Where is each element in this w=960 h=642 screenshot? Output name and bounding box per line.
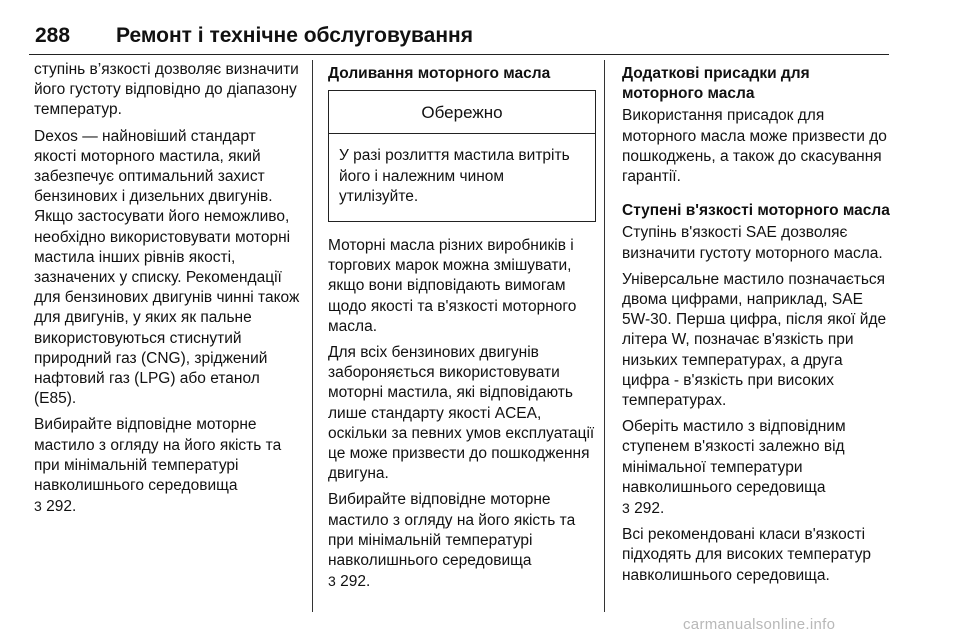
column-divider xyxy=(312,60,313,612)
paragraph xyxy=(34,415,302,517)
page-header xyxy=(29,20,889,55)
section-heading: Додаткові присадки для моторного масла xyxy=(622,65,810,103)
paragraph: Використання присадок для моторного масла може призвести до пошкоджень, а також до скасування гарантії. xyxy=(622,107,887,186)
paragraph: Всі рекомендовані класи в'язкості підходять для високих температур навколишнього середовища. xyxy=(622,526,871,584)
paragraph: ступінь в’язкості дозволяє визначити його густоту відповідно до діапазону температур. xyxy=(34,61,299,119)
paragraph xyxy=(622,417,890,519)
arrow-ref-icon: 3 xyxy=(34,498,42,515)
paragraph-text: Оберіть мастило з відповідним ступенем в'язкості залежно від мінімальної температури навколишнього середовища xyxy=(622,418,846,496)
section-heading: Ступені в'язкості моторного масла xyxy=(622,202,890,220)
caution-box xyxy=(328,90,596,222)
column-1 xyxy=(34,60,302,523)
paragraph xyxy=(328,490,596,592)
caution-text: У разі розлиття мастила витріть його і належним чином утилізуйте. xyxy=(339,147,570,205)
page-reference-number: 292. xyxy=(340,573,371,591)
paragraph-text: Вибирайте відповідне моторне мастило з огляду на його якість та при мінімальній температурі навколишнього середовища xyxy=(34,416,282,495)
watermark: carmanualsonline.info xyxy=(683,616,836,633)
column-divider xyxy=(604,60,605,612)
paragraph: Моторні масла різних виробників і торгових марок можна змішувати, якщо вони відповідають вимогам щодо якості та в'язкості моторного масла. xyxy=(328,237,577,335)
page-reference[interactable] xyxy=(34,498,76,515)
paragraph: Універсальне мастило позначається двома цифрами, наприклад, SAE 5W-30. Перша цифра, після якої йде літера W, позначає в'язкість при низьких температурах, а друга цифра - в'язкість при високих температурах. xyxy=(622,270,887,410)
page-reference-number: 292. xyxy=(46,498,77,516)
arrow-ref-icon: 3 xyxy=(328,573,336,590)
paragraph-text: Вибирайте відповідне моторне мастило з огляду на його якість та при мінімальній температурі навколишнього середовища xyxy=(328,491,576,570)
page-reference[interactable] xyxy=(328,573,370,590)
page-title: Ремонт і технічне обслуговування xyxy=(116,24,473,47)
caution-title: Обережно xyxy=(329,91,595,134)
arrow-ref-icon: 3 xyxy=(622,500,630,517)
page-reference[interactable] xyxy=(622,500,664,517)
paragraph: Для всіх бензинових двигунів забороняється використовувати моторні мастила, які відповідають лише стандарту якості ACEA, оскільки за певних умов експлуатації це може призвести до пошкодження двигуна. xyxy=(328,344,595,483)
column-2 xyxy=(328,60,596,598)
page-reference-number: 292. xyxy=(634,500,665,518)
paragraph: Ступінь в'язкості SAE дозволяє визначити густоту моторного масла. xyxy=(622,224,883,262)
paragraph: Dexos — найновіший стандарт якості моторного мастила, який забезпечує оптимальний захист бензинових і дизельних двигунів. Якщо застосувати його неможливо, необхідно використовувати моторні мастила інших рівнів якості, зазначених у списку. Рекомендації для бензинових двигунів чинні також для двигунів, у яких як пальне використовуються стиснутий природний газ (CNG), зріджений нафтовий газ (LPG) або етанол (E85). xyxy=(34,127,300,408)
section-heading: Доливання моторного масла xyxy=(328,65,551,82)
page-number: 288 xyxy=(35,24,71,47)
column-3 xyxy=(622,60,890,592)
